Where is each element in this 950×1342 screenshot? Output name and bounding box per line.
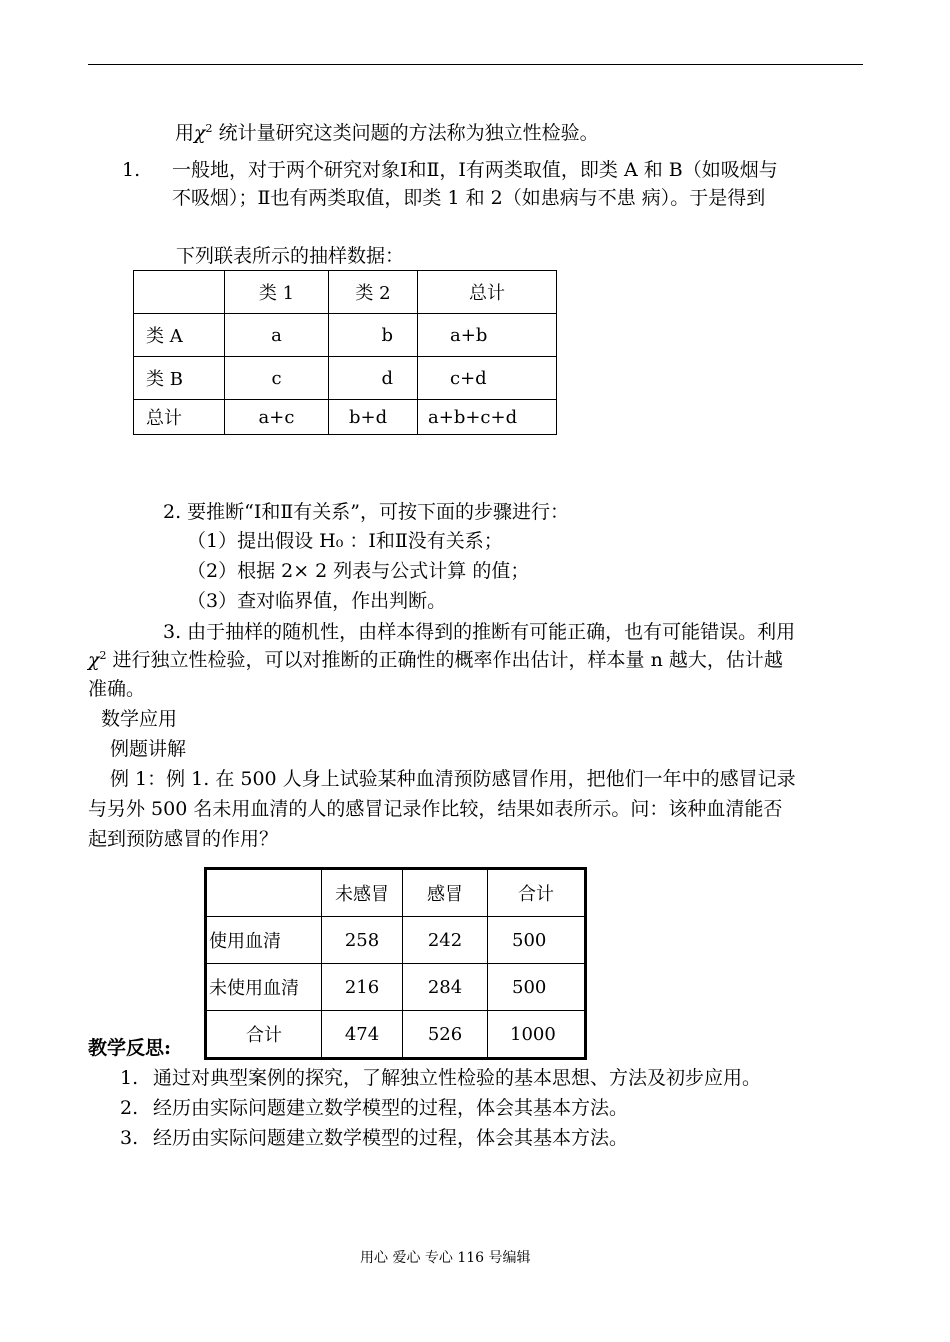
point2-step2: （2）根据 2× 2 列表与公式计算 的值；	[187, 560, 530, 582]
point1-line2: 不吸烟）；Ⅱ也有两类取值，即类 1 和 2（如患病与不患 病）。于是得到	[172, 187, 766, 209]
section-examples: 例题讲解	[110, 738, 187, 760]
table-header-row	[206, 869, 586, 917]
table-cell: 1000	[488, 1011, 586, 1059]
contingency-table	[133, 270, 557, 435]
header-rule	[88, 64, 863, 65]
point2-step3: （3）查对临界值，作出判断。	[187, 590, 447, 612]
table-cell: 总计	[418, 271, 557, 314]
table-cell: 未感冒	[322, 869, 403, 917]
table-row	[206, 917, 586, 964]
table-cell: 总计	[134, 400, 225, 435]
reflection-item-2: 经历由实际问题建立数学模型的过程，体会其基本方法。	[153, 1097, 629, 1119]
table-cell: a+c	[225, 400, 329, 435]
table-header-row	[134, 271, 557, 314]
table-cell: 感冒	[403, 869, 488, 917]
table-row	[134, 400, 557, 435]
table-cell: 合计	[488, 869, 586, 917]
point1-line1: 一般地，对于两个研究对象Ⅰ和Ⅱ，Ⅰ有两类取值，即类 A 和 B（如吸烟与	[172, 159, 778, 181]
table-cell: a+b	[418, 314, 557, 357]
table-cell: 类 B	[134, 357, 225, 400]
table-cell: 类 A	[134, 314, 225, 357]
table-cell: a	[225, 314, 329, 357]
point3-line3: 准确。	[88, 678, 146, 700]
table-cell: 242	[403, 917, 488, 964]
table-cell: 258	[322, 917, 403, 964]
chi-superscript: 2	[205, 122, 213, 135]
reflection-title: 教学反思:	[88, 1037, 172, 1059]
intro-suffix: 统计量研究这类问题的方法称为独立性检验。	[212, 122, 599, 144]
reflection-item-1: 通过对典型案例的探究，了解独立性检验的基本思想、方法及初步应用。	[153, 1067, 762, 1089]
reflection-num-1: 1.	[120, 1067, 139, 1089]
table-cell	[134, 271, 225, 314]
point2-step1: （1）提出假设 H₀ ：Ⅰ和Ⅱ没有关系；	[187, 530, 503, 552]
table-cell: 474	[322, 1011, 403, 1059]
table-cell: a+b+c+d	[418, 400, 557, 435]
table-cell: c+d	[418, 357, 557, 400]
chi-symbol: χ	[194, 122, 206, 144]
table-cell: b+d	[329, 400, 418, 435]
section-math-app: 数学应用	[101, 708, 178, 730]
table-cell: 类 1	[225, 271, 329, 314]
point2-title: 2. 要推断“Ⅰ和Ⅱ有关系”，可按下面的步骤进行：	[163, 501, 570, 523]
example1-line1: 例 1：例 1. 在 500 人身上试验某种血清预防感冒作用，把他们一年中的感冒记录	[110, 768, 796, 790]
table-row	[206, 1011, 586, 1059]
example1-line3: 起到预防感冒的作用？	[88, 828, 279, 850]
table-cell: 216	[322, 964, 403, 1011]
intro-prefix: 用	[175, 122, 195, 144]
point1-line3: 下列联表所示的抽样数据：	[176, 245, 405, 267]
table-cell: d	[329, 357, 418, 400]
point3-line2-text: 进行独立性检验，可以对推断的正确性的概率作出估计，样本量 n 越大，估计越	[106, 649, 783, 671]
table-cell: b	[329, 314, 418, 357]
table-cell: 526	[403, 1011, 488, 1059]
table-cell: 500	[488, 917, 586, 964]
table-cell	[206, 869, 322, 917]
table-cell: 合计	[206, 1011, 322, 1059]
point3-line2	[88, 648, 783, 672]
page-footer: 用心 爱心 专心 116 号编辑	[360, 1250, 531, 1266]
chi-symbol: χ	[88, 649, 100, 671]
intro-line	[175, 121, 599, 145]
example1-line2: 与另外 500 名未用血清的人的感冒记录作比较，结果如表所示。问：该种血清能否	[88, 798, 783, 820]
reflection-item-3: 经历由实际问题建立数学模型的过程，体会其基本方法。	[153, 1127, 629, 1149]
reflection-num-2: 2.	[120, 1097, 139, 1119]
table-cell: c	[225, 357, 329, 400]
table-cell: 284	[403, 964, 488, 1011]
point3-line1: 3. 由于抽样的随机性，由样本得到的推断有可能正确，也有可能错误。利用	[163, 621, 796, 643]
table-row	[134, 314, 557, 357]
table-row	[206, 964, 586, 1011]
point1-number: 1.	[122, 159, 141, 181]
table-cell: 类 2	[329, 271, 418, 314]
table-cell: 500	[488, 964, 586, 1011]
chi-superscript: 2	[99, 649, 107, 662]
table-cell: 未使用血清	[206, 964, 322, 1011]
serum-table	[204, 867, 587, 1060]
table-row	[134, 357, 557, 400]
reflection-num-3: 3.	[120, 1127, 139, 1149]
table-cell: 使用血清	[206, 917, 322, 964]
